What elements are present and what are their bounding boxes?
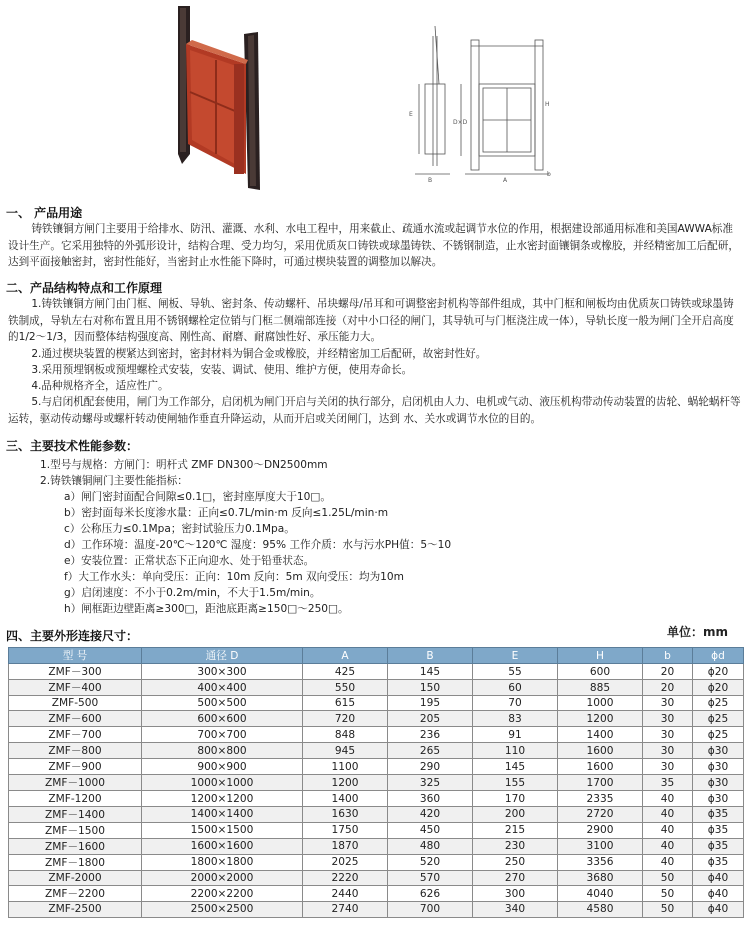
cell-h: 1700 [558,775,643,791]
col-header-diameter: 通径 D [142,648,303,664]
drawing-label-dd: D×D [453,119,468,126]
spec-sub-b: b）密封面每米长度渗水量：正向≤0.7L/min·m 反向≤1.25L/min·m [64,507,389,519]
cell-b: 325 [388,775,473,791]
cell-b-small: 50 [643,870,693,885]
cell-a: 1400 [303,791,388,806]
spec-sub-c: c）公称压力≤0.1Mpa；密封试验压力0.1Mpa。 [64,523,295,535]
cell-a: 2025 [303,854,388,870]
section1-body: 铸铁镶铜方闸门主要用于给排水、防汛、灌溉、水利、水电工程中，用来截止、疏通水流或起调节水位的作用，根据建设部通用标准和美国AWWA标准设计生产。它采用独特的外弧形设计，结构合理、受力均匀，采用优质灰口铸铁或球墨铸铁、不锈钢制造，止水密封面镶铜条或橡胶，并经精密加工后配研，达到平面接触密封，密封性能好，当密封止水性能下降时，可通过楔块装置的调整加以解决。 [8,223,739,269]
cell-diameter: 900×900 [142,759,303,775]
cell-e: 250 [473,854,558,870]
cell-e: 200 [473,806,558,822]
cell-diameter: 2500×2500 [142,902,303,917]
col-header-e: E [473,648,558,664]
cell-a: 1100 [303,759,388,775]
cell-phi-d: ϕ35 [693,854,744,870]
cell-a: 1200 [303,775,388,791]
cell-e: 230 [473,838,558,854]
cell-a: 1630 [303,806,388,822]
table-row [9,791,744,806]
col-header-b-small: b [643,648,693,664]
cell-diameter: 1400×1400 [142,806,303,822]
cell-diameter: 1200×1200 [142,791,303,806]
cell-e: 91 [473,727,558,743]
section4-title: 四、主要外形连接尺寸： [6,629,139,643]
col-header-b: B [388,648,473,664]
cell-b-small: 30 [643,711,693,727]
table-row [9,743,744,759]
table-row [9,870,744,885]
cell-b: 450 [388,822,473,838]
cell-phi-d: ϕ35 [693,838,744,854]
section2-title: 二、产品结构特点和工作原理 [6,281,163,295]
cell-e: 83 [473,711,558,727]
drawing-label-e: E [409,111,413,118]
spec-line-1: 1.型号与规格：方闸门：明杆式 ZMF DN300～DN2500mm [40,459,328,471]
spec-sub-f: f）大工作水头：单向受压：正向：10m 反向：5m 双向受压：均为10m [64,571,404,583]
drawing-label-a: A [503,177,508,184]
cell-diameter: 1000×1000 [142,775,303,791]
cell-a: 848 [303,727,388,743]
table-row [9,886,744,902]
cell-b: 626 [388,886,473,902]
drawing-label-h: H [545,101,550,108]
cell-h: 2335 [558,791,643,806]
cell-model: ZMF－800 [9,743,142,759]
cell-b-small: 40 [643,806,693,822]
cell-a: 720 [303,711,388,727]
cell-e: 110 [473,743,558,759]
cell-phi-d: ϕ40 [693,886,744,902]
cell-b: 700 [388,902,473,917]
table-row [9,838,744,854]
spec-sub-d: d）工作环境：温度-20℃～120℃ 湿度：95% 工作介质：水与污水PH值：5～10 [64,539,452,551]
cell-diameter: 2000×2000 [142,870,303,885]
cell-b-small: 30 [643,727,693,743]
cell-b: 290 [388,759,473,775]
cell-model: ZMF－1800 [9,854,142,870]
cell-b: 480 [388,838,473,854]
section2-item-2: 2.通过楔块装置的楔紧达到密封，密封材料为铜合金或橡胶，并经精密加工后配研，故密封性好。 [31,348,487,360]
dimension-table [8,647,744,918]
cell-phi-d: ϕ25 [693,727,744,743]
product-figures [0,0,750,195]
cell-e: 70 [473,696,558,711]
table-row [9,759,744,775]
cell-e: 145 [473,759,558,775]
section2-item-3: 3.采用预埋钢板或预埋螺栓式安装，安装、调试、使用、维护方便，使用寿命长。 [31,364,413,376]
cell-h: 885 [558,680,643,696]
cell-phi-d: ϕ20 [693,680,744,696]
cell-b-small: 20 [643,664,693,680]
cell-b: 265 [388,743,473,759]
cell-model: ZMF－1400 [9,806,142,822]
cell-b-small: 40 [643,822,693,838]
cell-b-small: 40 [643,838,693,854]
cell-b: 520 [388,854,473,870]
cell-phi-d: ϕ30 [693,791,744,806]
cell-model: ZMF-2500 [9,902,142,917]
col-header-a: A [303,648,388,664]
cell-b: 420 [388,806,473,822]
cell-a: 2740 [303,902,388,917]
table-row [9,696,744,711]
section3-title: 三、主要技术性能参数： [6,439,139,453]
spec-sub-h: h）闸框距边壁距离≥300□，距池底距离≥150□～250□。 [64,603,349,615]
cell-b: 570 [388,870,473,885]
spec-sub-a: a）闸门密封面配合间隙≤0.1□，密封座厚度大于10□。 [64,491,331,503]
cell-e: 155 [473,775,558,791]
cell-diameter: 1600×1600 [142,838,303,854]
gate-photo [168,4,280,190]
cell-b-small: 20 [643,680,693,696]
section2-item-1: 1.铸铁镶铜方闸门由门框、闸板、导轨、密封条、传动螺杆、吊块螺母/吊耳和可调整密封机构等部件组成，其中门框和闸板均由优质灰口铸铁或球墨铸铁制成，导轨左右对称布置且用不锈钢螺栓定位销与门框二侧端部连接（对中小口径的闸门，其导轨可与门框浇注成一体），导轨长度一般为闸门全开启高度的1/2～1/3，因而整体结构强度高、刚性高、耐磨、耐腐蚀性好、承压能力大。 [8,298,734,344]
cell-h: 1600 [558,759,643,775]
cell-e: 170 [473,791,558,806]
cell-b-small: 40 [643,791,693,806]
cell-a: 1750 [303,822,388,838]
cell-model: ZMF－1500 [9,822,142,838]
cell-h: 600 [558,664,643,680]
drawing-label-b: B [428,177,433,184]
cell-diameter: 700×700 [142,727,303,743]
cell-diameter: 1800×1800 [142,854,303,870]
cell-a: 615 [303,696,388,711]
cell-h: 1000 [558,696,643,711]
cell-diameter: 600×600 [142,711,303,727]
cell-b: 236 [388,727,473,743]
cell-model: ZMF－1000 [9,775,142,791]
cell-diameter: 1500×1500 [142,822,303,838]
cell-diameter: 300×300 [142,664,303,680]
cell-b-small: 30 [643,759,693,775]
cell-a: 1870 [303,838,388,854]
section2-item-4: 4.品种规格齐全，适应性广。 [31,380,169,392]
cell-phi-d: ϕ35 [693,806,744,822]
cell-b-small: 50 [643,902,693,917]
cell-b-small: 50 [643,886,693,902]
cell-phi-d: ϕ40 [693,870,744,885]
table-row [9,854,744,870]
cell-h: 1600 [558,743,643,759]
cell-a: 425 [303,664,388,680]
cell-e: 60 [473,680,558,696]
cell-model: ZMF－900 [9,759,142,775]
gate-technical-drawing [395,6,565,186]
cell-model: ZMF－1600 [9,838,142,854]
cell-diameter: 500×500 [142,696,303,711]
drawing-label-b-small: b [547,171,551,178]
table-row [9,806,744,822]
table-header-row [9,648,744,664]
cell-h: 4580 [558,902,643,917]
cell-h: 2900 [558,822,643,838]
table-body [9,664,744,918]
cell-phi-d: ϕ25 [693,696,744,711]
cell-phi-d: ϕ30 [693,759,744,775]
cell-model: ZMF－300 [9,664,142,680]
cell-model: ZMF－600 [9,711,142,727]
cell-a: 550 [303,680,388,696]
cell-e: 300 [473,886,558,902]
cell-b-small: 30 [643,743,693,759]
cell-b: 145 [388,664,473,680]
cell-diameter: 400×400 [142,680,303,696]
cell-h: 1400 [558,727,643,743]
cell-b-small: 35 [643,775,693,791]
cell-model: ZMF－700 [9,727,142,743]
cell-model: ZMF－2200 [9,886,142,902]
section2-item-5: 5.与启闭机配套使用，闸门为工作部分，启闭机为闸门开启与关闭的执行部分，启闭机由人力、电机或气动、液压机构带动传动装置的齿轮、蜗轮蜗杆等运转，驱动传动螺母或螺杆转动使闸轴作垂直升降运动，从而开启或关闭闸门，达到 水、关水或调节水位的目的。 [8,396,741,425]
cell-b: 150 [388,680,473,696]
cell-h: 1200 [558,711,643,727]
table-row [9,727,744,743]
cell-h: 3100 [558,838,643,854]
cell-model: ZMF-500 [9,696,142,711]
cell-h: 4040 [558,886,643,902]
cell-b: 195 [388,696,473,711]
cell-diameter: 800×800 [142,743,303,759]
cell-model: ZMF-2000 [9,870,142,885]
table-row [9,775,744,791]
cell-a: 2440 [303,886,388,902]
cell-model: ZMF-1200 [9,791,142,806]
cell-a: 2220 [303,870,388,885]
cell-e: 340 [473,902,558,917]
col-header-h: H [558,648,643,664]
cell-phi-d: ϕ40 [693,902,744,917]
cell-diameter: 2200×2200 [142,886,303,902]
table-row [9,822,744,838]
unit-label: 单位：mm [666,625,728,639]
cell-b: 205 [388,711,473,727]
col-header-phi-d: ϕd [693,648,744,664]
cell-phi-d: ϕ30 [693,775,744,791]
cell-e: 270 [473,870,558,885]
spec-sub-e: e）安装位置：正常状态下正向迎水、处于铅垂状态。 [64,555,315,567]
table-row [9,680,744,696]
table-row [9,711,744,727]
table-row [9,902,744,917]
cell-h: 3680 [558,870,643,885]
cell-a: 945 [303,743,388,759]
cell-b-small: 30 [643,696,693,711]
cell-phi-d: ϕ30 [693,743,744,759]
cell-phi-d: ϕ25 [693,711,744,727]
spec-sub-g: g）启闭速度：不小于0.2m/min，不大于1.5m/min。 [64,587,321,599]
cell-b: 360 [388,791,473,806]
cell-b-small: 40 [643,854,693,870]
cell-phi-d: ϕ35 [693,822,744,838]
spec-line-2: 2.铸铁镶铜闸门主要性能指标： [40,475,188,487]
cell-e: 215 [473,822,558,838]
cell-model: ZMF－400 [9,680,142,696]
cell-h: 3356 [558,854,643,870]
cell-phi-d: ϕ20 [693,664,744,680]
col-header-model: 型 号 [9,648,142,664]
cell-h: 2720 [558,806,643,822]
cell-e: 55 [473,664,558,680]
table-row [9,664,744,680]
section1-title: 一、 产品用途 [6,206,83,220]
